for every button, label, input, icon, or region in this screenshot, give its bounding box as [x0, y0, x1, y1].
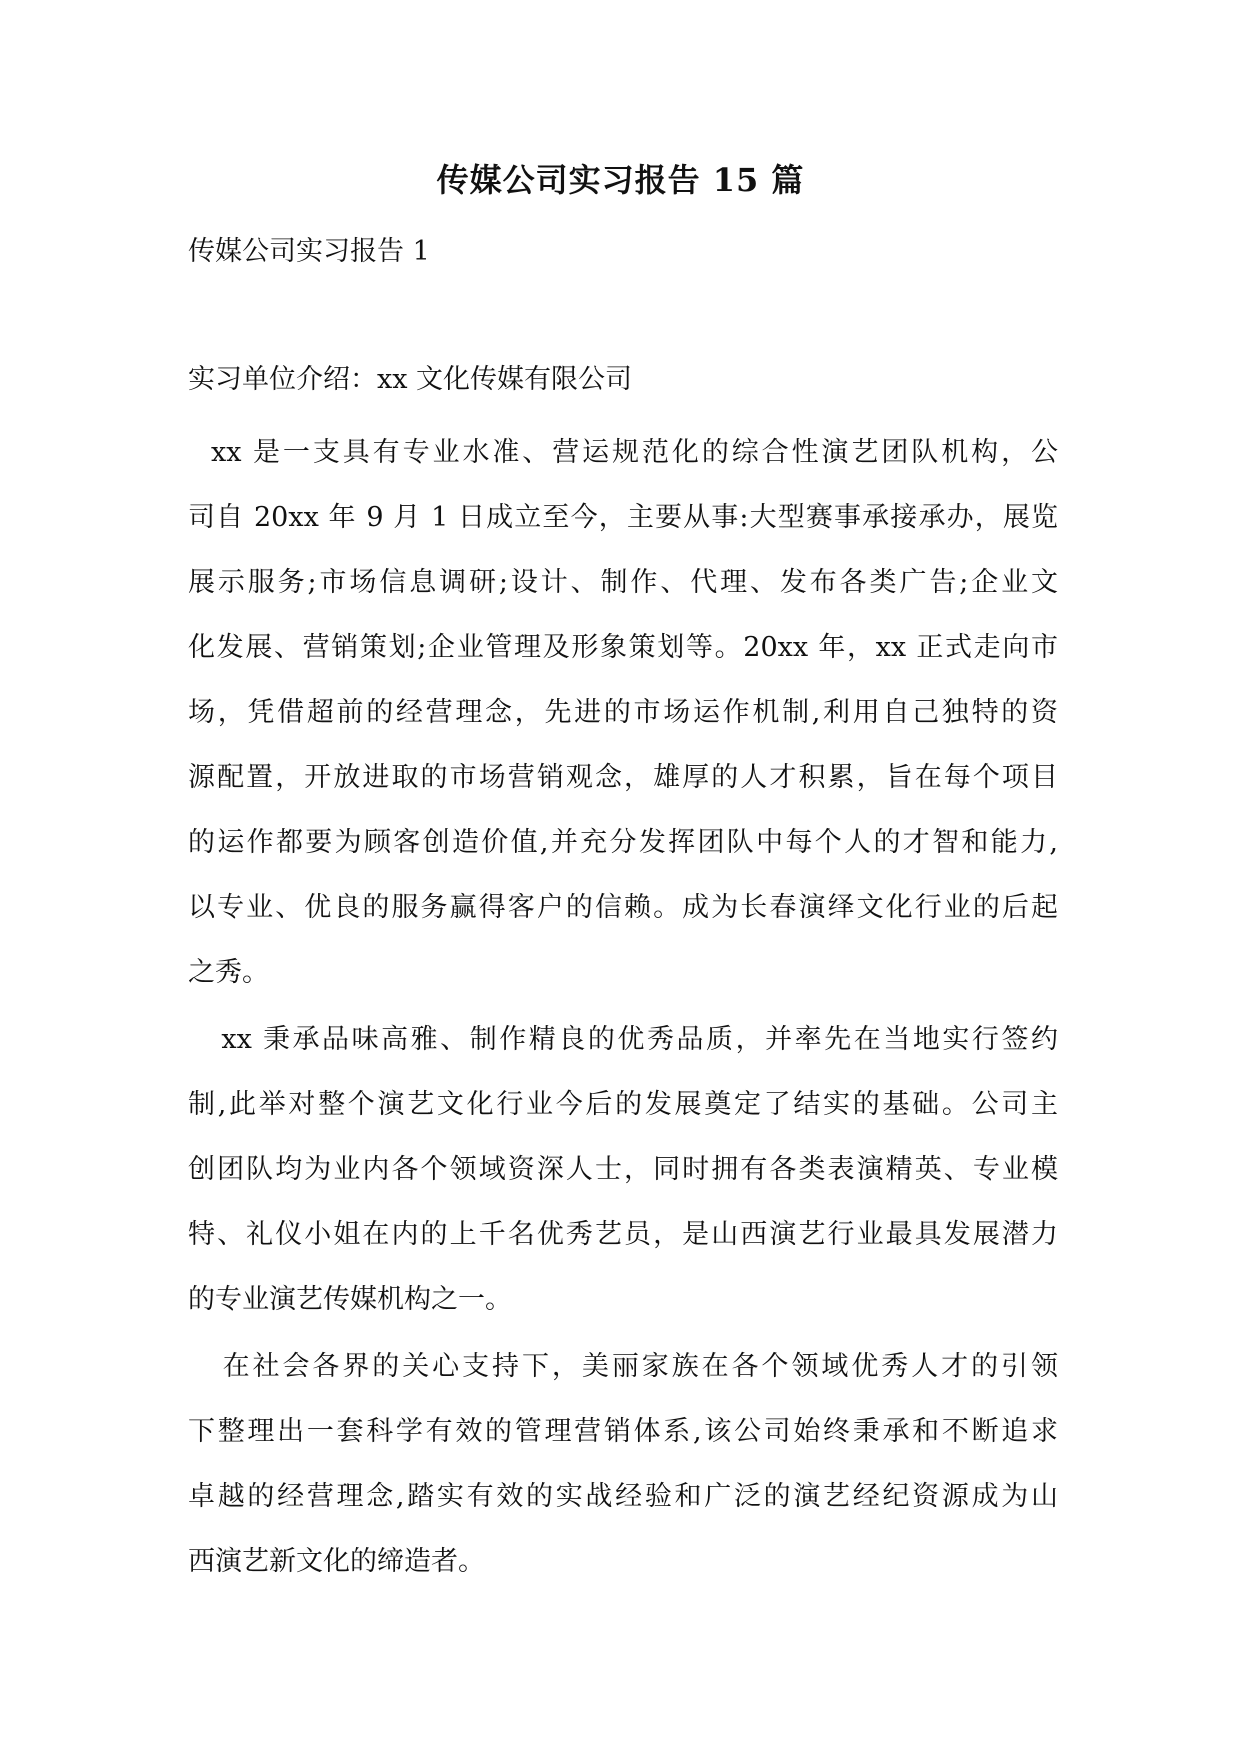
- text-line: 的专业演艺传媒机构之一。: [188, 1284, 512, 1315]
- text-line: 下整理出一套科学有效的管理营销体系,该公司始终秉承和不断追求: [188, 1416, 1058, 1447]
- text-line: 化发展、营销策划;企业管理及形象策划等。20xx 年，xx 正式走向市: [188, 632, 1058, 663]
- paragraph-1: [188, 420, 1058, 1005]
- text-line: 创团队均为业内各个领域资深人士，同时拥有各类表演精英、专业模: [188, 1154, 1058, 1185]
- text-line: 的运作都要为顾客创造价值,并充分发挥团队中每个人的才智和能力,: [188, 827, 1058, 858]
- text-line: 制,此举对整个演艺文化行业今后的发展奠定了结实的基础。公司主: [188, 1089, 1058, 1120]
- text-line: 之秀。: [188, 957, 269, 988]
- paragraph-3: [188, 1334, 1058, 1594]
- text-line: 源配置，开放进取的市场营销观念，雄厚的人才积累，旨在每个项目: [188, 762, 1058, 793]
- text-line: 西演艺新文化的缔造者。: [188, 1546, 485, 1577]
- text-line: 卓越的经营理念,踏实有效的实战经验和广泛的演艺经纪资源成为山: [188, 1481, 1058, 1512]
- section-heading: 传媒公司实习报告 1: [188, 236, 430, 267]
- text-line: 在社会各界的关心支持下，美丽家族在各个领域优秀人才的引领: [188, 1351, 1058, 1382]
- document-title: 传媒公司实习报告 15 篇: [436, 161, 805, 199]
- text-line: xx 是一支具有专业水准、营运规范化的综合性演艺团队机构，公: [188, 437, 1058, 468]
- paragraph-2: [188, 1007, 1058, 1332]
- document-body: [188, 420, 1058, 1596]
- text-line: xx 秉承品味高雅、制作精良的优秀品质，并率先在当地实行签约: [188, 1024, 1058, 1055]
- text-line: 场，凭借超前的经营理念，先进的市场运作机制,利用自己独特的资: [188, 697, 1058, 728]
- text-line: 司自 20xx 年 9 月 1 日成立至今，主要从事:大型赛事承接承办，展览: [188, 502, 1058, 533]
- text-line: 特、礼仪小姐在内的上千名优秀艺员，是山西演艺行业最具发展潜力: [188, 1219, 1058, 1250]
- intro-line: 实习单位介绍：xx 文化传媒有限公司: [188, 364, 633, 395]
- text-line: 以专业、优良的服务赢得客户的信赖。成为长春演绎文化行业的后起: [188, 892, 1058, 923]
- text-line: 展示服务;市场信息调研;设计、制作、代理、发布各类广告;企业文: [188, 567, 1058, 598]
